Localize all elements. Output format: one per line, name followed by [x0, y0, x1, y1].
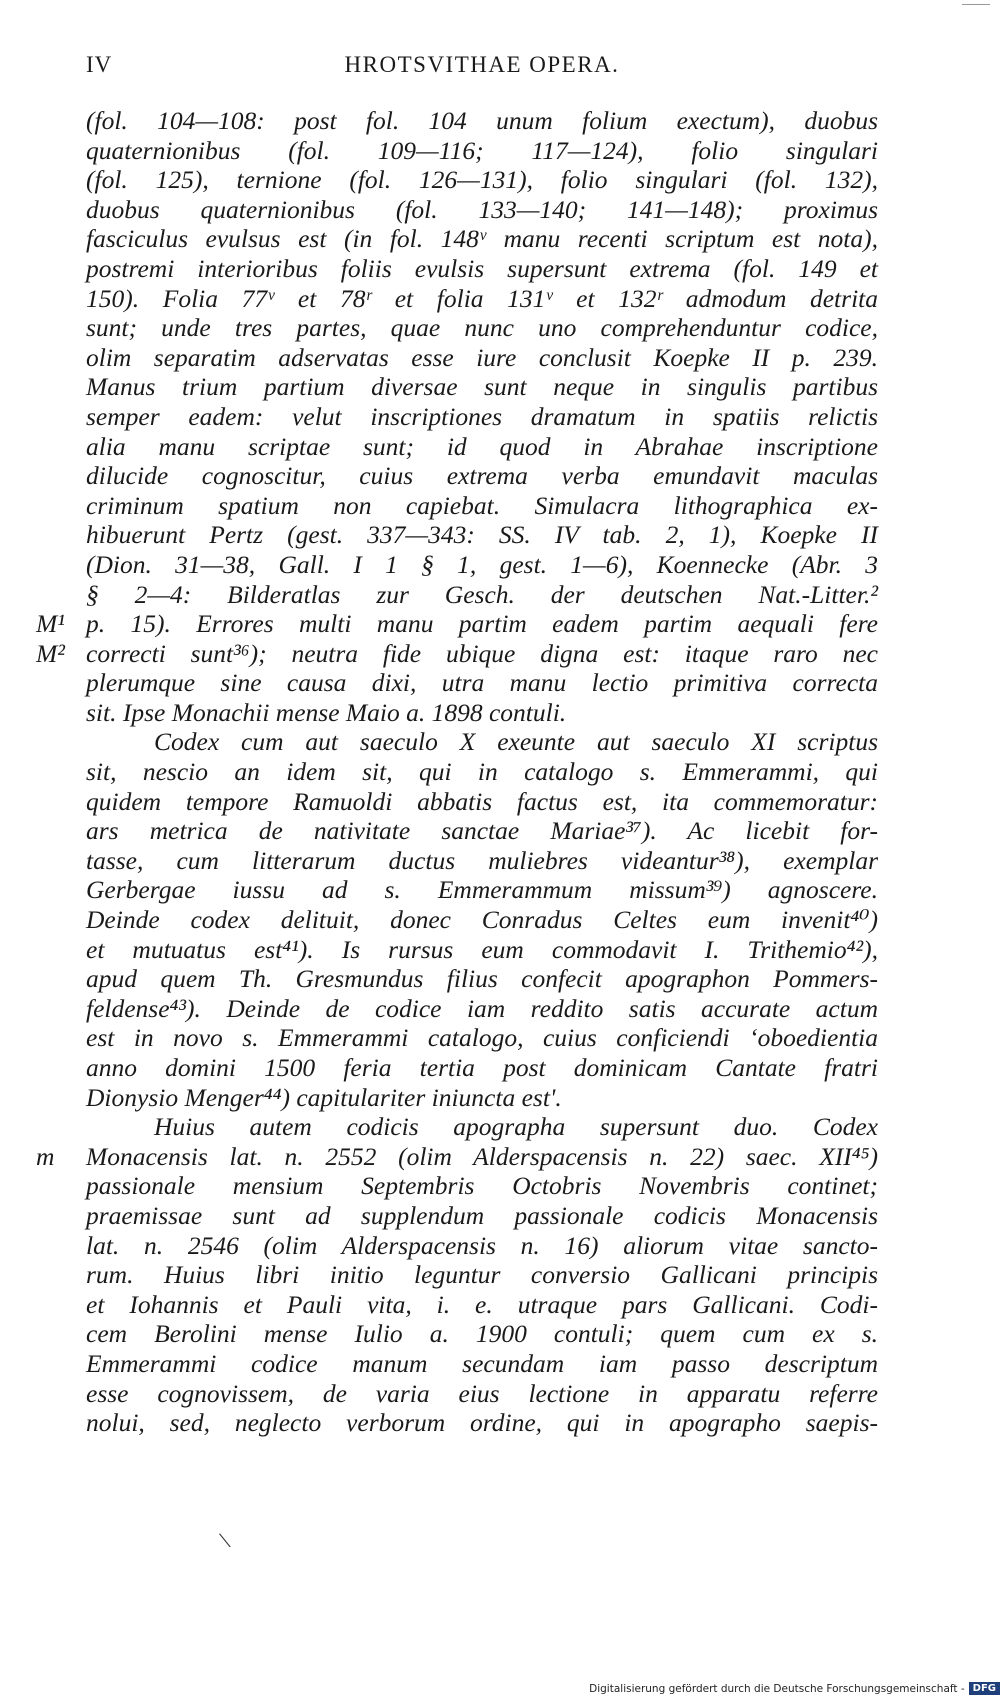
text-line	[86, 284, 878, 314]
text-line	[86, 580, 878, 610]
line-text: 150). Folia 77ᵛ et 78ʳ et folia 131ᵛ et 132ʳ admodum detrita	[86, 283, 878, 313]
line-text: praemissae sunt ad supplendum passionale codicis Monacensis	[86, 1200, 878, 1230]
text-line	[86, 787, 878, 817]
line-text: sit. Ipse Monachii mense Maio a. 1898 contuli.	[86, 697, 567, 727]
line-text: duobus quaternionibus (fol. 133—140; 141—148); proximus	[86, 194, 878, 224]
line-text: criminum spatium non capiebat. Simulacra lithographica ex-	[86, 490, 878, 520]
scan-edge-line	[962, 4, 990, 5]
text-line	[86, 432, 878, 462]
text-line	[86, 491, 878, 521]
text-line	[36, 609, 878, 639]
text-line	[86, 1231, 878, 1261]
text-line	[86, 461, 878, 491]
line-text: sunt; unde tres partes, quae nunc uno comprehenduntur codice,	[86, 313, 878, 343]
line-text: Gerbergae iussu ad s. Emmerammum missum³⁹) agnoscere.	[86, 875, 878, 905]
text-line	[86, 1319, 878, 1349]
line-text: feldense⁴³). Deinde de codice iam reddito satis accurate actum	[86, 993, 878, 1023]
text-line	[86, 1379, 878, 1409]
text-line	[86, 550, 878, 580]
text-line	[86, 1171, 878, 1201]
text-line	[86, 136, 878, 166]
line-text: anno domini 1500 feria tertia post dominicam Cantate fratri	[86, 1053, 878, 1082]
text-line	[86, 343, 878, 373]
line-text: Deinde codex delituit, donec Conradus Celtes eum invenit⁴⁰)	[86, 905, 878, 935]
text-line	[86, 1290, 878, 1320]
text-line	[36, 1141, 878, 1172]
line-text: et mutuatus est⁴¹). Is rursus eum commodavit I. Trithemio⁴²),	[86, 934, 878, 964]
line-text: lat. n. 2546 (olim Alderspacensis n. 16) aliorum vitae sancto-	[86, 1230, 878, 1260]
line-text: hibuerunt Pertz (gest. 337—343: SS. IV tab. 2, 1), Koepke II	[86, 520, 878, 550]
text-line	[86, 846, 878, 876]
line-text: § 2—4: Bilderatlas zur Gesch. der deutschen Nat.-Litter.²	[86, 579, 878, 609]
line-text: Emmerammi codice manum secundam iam passo descriptum	[86, 1348, 878, 1378]
line-text: esse cognovissem, de varia eius lectione in apparatu referre	[86, 1378, 878, 1408]
margin-siglum: m	[36, 1141, 55, 1171]
text-line	[86, 372, 878, 402]
text-line	[86, 520, 878, 550]
line-text: olim separatim adservatas esse iure conclusit Koepke II p. 239.	[86, 342, 878, 372]
text-line	[86, 165, 878, 195]
stray-mark: \	[217, 1527, 233, 1555]
text-line	[86, 224, 878, 254]
text-line	[86, 964, 878, 994]
line-text: quaternionibus (fol. 109—116; 117—124), folio singulari	[86, 135, 878, 165]
page-header	[86, 52, 878, 86]
margin-siglum: M²	[36, 638, 65, 668]
text-line	[86, 1408, 878, 1438]
text-line	[86, 698, 878, 728]
line-text: Dionysio Menger⁴⁴) capitulariter iniuncta est'.	[86, 1082, 562, 1112]
line-text: p. 15). Errores multi manu partim eadem partim aequali fere	[86, 609, 878, 639]
line-text: Manus trium partium diversae sunt neque in singulis partibus	[86, 372, 878, 402]
text-line	[36, 638, 878, 669]
line-text: et Iohannis et Pauli vita, i. e. utraque pars Gallicani. Codi-	[86, 1289, 878, 1319]
line-text: tasse, cum litterarum ductus muliebres videantur³⁸), exemplar	[86, 845, 878, 875]
line-text: (Dion. 31—38, Gall. I 1 § 1, gest. 1—6), Koennecke (Abr. 3	[86, 549, 878, 579]
page-number: IV	[86, 52, 113, 77]
text-line	[86, 816, 878, 846]
line-text: fasciculus evulsus est (in fol. 148ᵛ manu recenti scriptum est nota),	[86, 224, 878, 254]
text-line	[86, 905, 878, 935]
line-text: correcti sunt³⁶); neutra fide ubique digna est: itaque raro nec	[86, 638, 878, 668]
line-text: apud quem Th. Gresmundus filius confecit apographon Pommers-	[86, 964, 878, 994]
text-line	[86, 668, 878, 698]
footer-text: Digitalisierung gefördert durch die Deutsche Forschungsgemeinschaft -	[589, 1682, 965, 1695]
text-line	[86, 402, 878, 432]
line-text: dilucide cognoscitur, cuius extrema verba emundavit maculas	[86, 461, 878, 491]
text-line	[86, 1023, 878, 1053]
line-text: semper eadem: velut inscriptiones dramatum in spatiis relictis	[86, 401, 878, 431]
text-line	[86, 757, 878, 787]
line-text: ars metrica de nativitate sanctae Mariae³⁷). Ac licebit for-	[86, 816, 878, 846]
text-line	[86, 1053, 878, 1083]
text-line	[86, 195, 878, 225]
line-text: passionale mensium Septembris Octobris Novembris continet;	[86, 1171, 878, 1201]
running-title: HROTSVITHAE OPERA.	[344, 52, 620, 77]
line-text: Monacensis lat. n. 2552 (olim Alderspacensis n. 22) saec. XII⁴⁵)	[86, 1141, 878, 1171]
text-line	[86, 727, 878, 757]
text-line	[86, 254, 878, 284]
line-text: nolui, sed, neglecto verborum ordine, qui in apographo saepis-	[86, 1408, 878, 1438]
line-text: postremi interioribus foliis evulsis supersunt extrema (fol. 149 et	[86, 253, 878, 283]
line-text: (fol. 125), ternione (fol. 126—131), folio singulari (fol. 132),	[86, 165, 878, 195]
text-line	[86, 1112, 878, 1142]
line-text: alia manu scriptae sunt; id quod in Abrahae inscriptione	[86, 431, 878, 461]
line-text: Codex cum aut saeculo X exeunte aut saeculo XI scriptus	[154, 727, 878, 757]
margin-siglum: M¹	[36, 609, 65, 639]
text-line	[86, 935, 878, 965]
line-text: cem Berolini mense Iulio a. 1900 contuli; quem cum ex s.	[86, 1319, 878, 1349]
text-line	[86, 1083, 878, 1113]
text-body	[36, 106, 878, 1438]
line-text: plerumque sine causa dixi, utra manu lectio primitiva correcta	[86, 668, 878, 698]
line-text: rum. Huius libri initio leguntur conversio Gallicani principis	[86, 1260, 878, 1290]
dfg-logo: DFG	[969, 1682, 1000, 1695]
line-text: est in novo s. Emmerammi catalogo, cuius conficiendi ʻoboedientia	[86, 1023, 878, 1053]
text-line	[86, 1349, 878, 1379]
line-text: Huius autem codicis apographa supersunt duo. Codex	[154, 1112, 878, 1142]
text-line	[86, 106, 878, 136]
text-line	[86, 875, 878, 905]
text-line	[86, 1201, 878, 1231]
text-line	[86, 313, 878, 343]
line-text: (fol. 104—108: post fol. 104 unum folium exectum), duobus	[86, 106, 878, 135]
text-line	[86, 994, 878, 1024]
text-line	[86, 1260, 878, 1290]
line-text: quidem tempore Ramuoldi abbatis factus est, ita commemoratur:	[86, 786, 878, 816]
digitization-footer	[589, 1682, 1000, 1695]
line-text: sit, nescio an idem sit, qui in catalogo s. Emmerammi, qui	[86, 757, 878, 787]
